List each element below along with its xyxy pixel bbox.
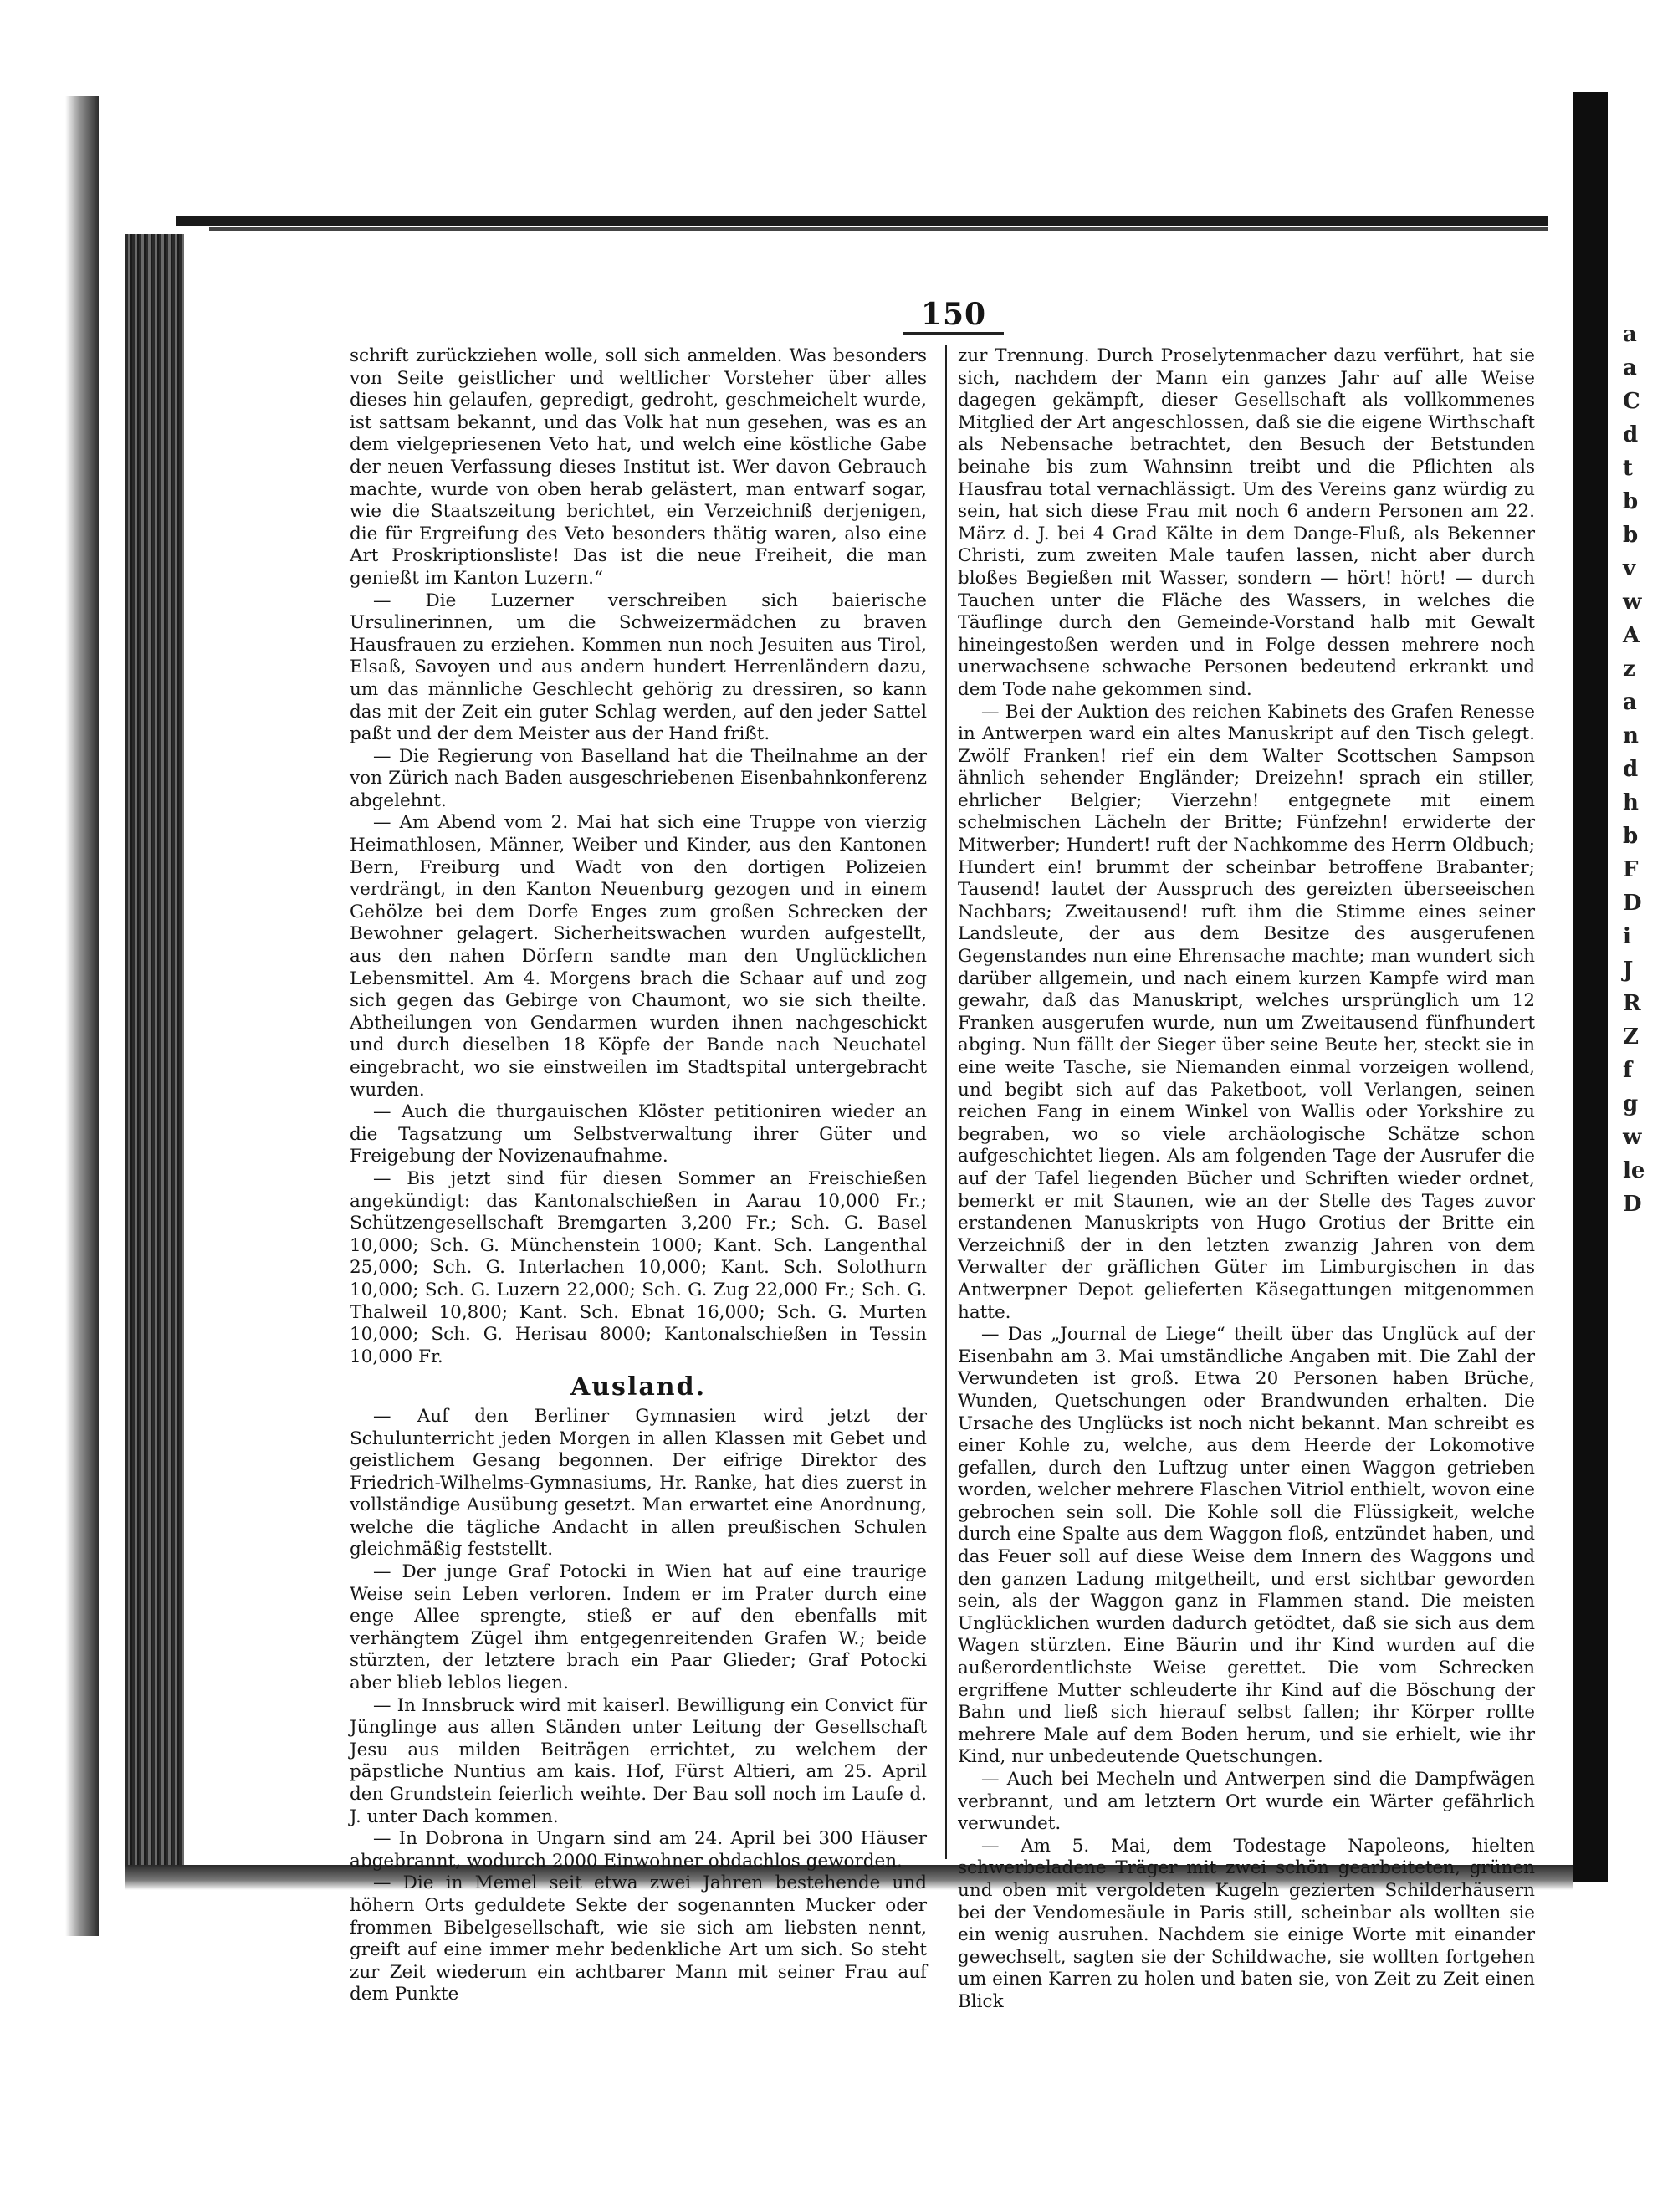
article-paragraph: — Das „Journal de Liege“ theilt über das Unglück auf der Eisenbahn am 3. Mai umständliche Angaben mit. Die Zahl der Verwundeten ist groß. Etwa 20 Personen haben Brüche, Wunden, Quetschungen oder Brandwunden erhalten. Die Ursache des Unglücks ist noch nicht bekannt. Man schreibt es einer Kohle zu, welche, aus dem Heerde der Lokomotive gefallen, durch den Luftzug unter einen Waggon getrieben worden, welcher mehrere Flaschen Vitriol enthielt, wovon eine gebrochen sein soll. Die Kohle soll die Flüssigkeit, welche durch eine Spalte aus dem Waggon floß, entzündet haben, und das Feuer soll auf diese Weise dem Innern des Waggons und den ganzen Ladung mitgetheilt, und erst sichtbar geworden sein, als der Waggon ganz in Flammen stand. Die meisten Unglücklichen wurden dadurch getödtet, daß sie sich aus dem Wagen stürzten. Eine Bäurin und ihr Kind wurden auf die außerordentlichste Weise gerettet. Die vom Schrecken ergriffene Mutter schleuderte ihr Kind auf die Böschung der Bahn und ließ sich hierauf selbst fallen; ihr Körper rollte mehrere Male auf dem Boden herum, und sie erhielt, wie ihr Kind, nur unbedeutende Quetschungen. [958,1324,1535,1768]
article-paragraph: — In Dobrona in Ungarn sind am 24. April bei 300 Häuser abgebrannt, wodurch 2000 Einwohner obdachlos geworden. [350,1828,927,1872]
article-paragraph: — In Innsbruck wird mit kaiserl. Bewilligung ein Convict für Jünglinge aus allen Ständen unter Leitung der Gesellschaft Jesu aus milden Beiträgen errichtet, zu welchem der päpstliche Nuntius am kais. Hof, Fürst Altieri, am 25. April den Grundstein feierlich weihte. Der Bau soll noch im Laufe d. J. unter Dach kommen. [350,1694,927,1827]
facing-page-letter: w [1623,1125,1642,1150]
article-paragraph: — Bis jetzt sind für diesen Sommer an Freischießen angekündigt: das Kantonalschießen in Aarau 10,000 Fr.; Schützengesellschaft Bremgarten 3,200 Fr.; Sch. G. Basel 10,000; Sch. G. Münchenstein 1000; Kant. Sch. Langenthal 25,000; Sch. G. Interlachen 10,000; Kant. Sch. Solothurn 10,000; Sch. G. Luzern 22,000; Sch. G. Zug 22,000 Fr.; Sch. G. Thalweil 10,800; Kant. Sch. Ebnat 16,000; Sch. G. Murten 10,000; Sch. G. Herisau 8000; Kantonalschießen in Tessin 10,000 Fr. [350,1167,927,1367]
facing-page-letter: w [1623,590,1642,615]
facing-page-letter: d [1623,422,1639,447]
facing-page-fragment [1623,318,1673,1572]
facing-page-letter: z [1623,656,1635,682]
facing-page-letter: F [1623,857,1639,882]
article-paragraph: schrift zurückziehen wolle, soll sich anmelden. Was besonders von Seite geistlicher und weltlicher Vorsteher über alles dieses hin gelaufen, gepredigt, gedroht, geschmeichelt wurde, ist sattsam bekannt, und das Volk hat nun gesehen, was es an dem vielgepriesenen Veto hat, und welch eine köstliche Gabe der neuen Verfassung dieses Institut ist. Wer davon Gebrauch machte, wurde von oben herab gelästert, man entwarf sogar, wie die Staatszeitung berichtet, ein Verzeichniß derjenigen, die für Ergreifung des Veto besonders thätig waren, also eine Art Proskriptionsliste! Das ist die neue Freiheit, die man genießt im Kanton Luzern.“ [350,345,927,589]
page-number-rule [903,332,1004,335]
book-top-edge [176,216,1548,226]
facing-page-letter: g [1623,1091,1639,1116]
facing-page-letter: a [1623,355,1637,381]
article-paragraph: — Die Luzerner verschreiben sich baierische Ursulinerinnen, um die Schweizermädchen zu braven Hausfrauen zu erziehen. Kommen nun noch Jesuiten aus Tirol, Elsaß, Savoyen und aus andern hundert Herrenländern dazu, um das männliche Geschlecht gehörig zu dressiren, so kann das mit der Zeit ein guter Schlag werden, auf den jeder Sattel paßt und der dem Meister aus der Hand frißt. [350,590,927,745]
facing-page-letter: D [1623,891,1642,916]
facing-page-letter: v [1623,556,1636,581]
facing-page-letter: a [1623,322,1637,347]
article-paragraph: — Der junge Graf Potocki in Wien hat auf eine traurige Weise sein Leben verloren. Indem er im Prater durch eine enge Allee sprengte, stieß er auf den ebenfalls mit verhängtem Zügel ihm entgegenreitenden Grafen W.; beide stürzten, der letztere brach ein Paar Glieder; Graf Potocki aber blieb leblos liegen. [350,1561,927,1694]
facing-page-letter: C [1623,389,1640,414]
facing-page-letter: b [1623,824,1639,849]
facing-page-letter: A [1623,623,1640,648]
article-paragraph: zur Trennung. Durch Proselytenmacher dazu verführt, hat sie sich, nachdem der Mann ein ganzes Jahr auf alle Weise dagegen gekämpft, dieser Gesellschaft als vollkommenes Mitglied der Art angeschlossen, daß sie die eigene Wirthschaft als Nebensache betrachtet, den Besuch der Betstunden beinahe bis zum Wahnsinn treibt und die Pflichten als Hausfrau total vernachlässigt. Um des Vereins ganz würdig zu sein, hat sich diese Frau mit noch 6 andern Personen am 22. März d. J. bei 4 Grad Kälte in dem Dange-Fluß, als Bekenner Christi, zum zweiten Male taufen lassen, nicht aber durch bloßes Begießen mit Wasser, sondern — hört! hört! — durch Tauchen unter die Fläche des Wassers, in welches die Täuflinge durch den Gemeinde-Vorstand halb mit Gewalt hineingestoßen werden und in Folge dessen mehrere noch unerwachsene schwache Personen bedeutend erkrankt und dem Tode nahe gekommen sind. [958,345,1535,700]
section-heading-ausland: Ausland. [570,1372,707,1402]
book-spine [1573,92,1608,1882]
article-paragraph: — Am Abend vom 2. Mai hat sich eine Truppe von vierzig Heimathlosen, Männer, Weiber und Kinder, aus den Kantonen Bern, Freiburg und Wadt von den dortigen Polizeien verdrängt, in den Kanton Neuenburg gezogen und in einem Gehölze bei dem Dorfe Enges zum großen Schrecken der Bewohner gelagert. Sicherheitswachen wurden aufgestellt, aus den nahen Dörfern sandte man den Unglücklichen Lebensmittel. Am 4. Morgens brach die Schaar auf und zog sich gegen das Gebirge von Chaumont, wo sie sich theilte. Abtheilungen von Gendarmen wurden ihnen nachgeschickt und durch dieselben 18 Köpfe der Bande nach Neuchatel eingebracht, wo sie einstweilen im Stadtspital untergebracht wurden. [350,812,927,1101]
facing-page-letter: n [1623,723,1639,748]
facing-page-letter: d [1623,757,1639,782]
left-column [350,345,927,2006]
page-number: 150 [920,297,987,332]
book-page-edges [125,234,184,1890]
facing-page-letter: b [1623,489,1639,514]
article-paragraph: — Auch bei Mecheln und Antwerpen sind die Dampfwägen verbrannt, und am letztern Ort wurde ein Wärter gefährlich verwundet. [958,1769,1535,1835]
article-paragraph: — Bei der Auktion des reichen Kabinets des Grafen Renesse in Antwerpen ward ein altes Manuskript auf den Tisch gelegt. Zwölf Franken! rief ein dem Walter Scottschen Sampson ähnlich sehender Engländer; Dreizehn! sprach ein stiller, ehrlicher Belgier; Vierzehn! entgegnete mit einem schelmischen Lächeln der Britte; Fünfzehn! erwiderte der Mitwerber; Hundert! ruft der Nachkomme des Herrn Oldbuch; Hundert ein! brummt der scheinbar betroffene Brabanter; Tausend! lautet der Ausspruch des gereizten überseeischen Nachbars; Zweitausend! ruft ihm die Stimme eines seiner Landsleute, der aus dem Besitze des ausgerufenen Gegenstandes nun eine Ehrensache machte; man wundert sich darüber allgemein, und nach einem kurzen Kampfe wird man gewahr, daß das Manuskript, welches ursprünglich um 12 Franken ausgerufen wurde, nun um Zweitausend fünfhundert abging. Nun fällt der Sieger über seine Beute her, steckt sie in eine weite Tasche, sie Niemanden einmal vorzeigen wollend, und begibt sich auf das Paketboot, voll Verlangen, seinen reichen Fang in einem Winkel von Wallis oder Yorkshire zu begraben, wo so viele archäologische Schätze schon aufgeschichtet liegen. Als am folgenden Tage der Ausrufer die auf der Tafel liegenden Bücher und Schriften wieder ordnet, bemerkt er mit Staunen, wie an der Stelle des Tages zuvor erstandenen Manuskripts von Hugo Grotius der Britte ein Verzeichniß der in den letzten zwanzig Jahren von dem Verwalter der gräflichen Güter im Limburgischen in das Antwerpner Depot gelieferten Käsegattungen mitgenommen hatte. [958,701,1535,1323]
newspaper-page [343,297,1564,2012]
article-paragraph: — Die Regierung von Baselland hat die Theilnahme an der von Zürich nach Baden ausgeschriebenen Eisenbahnkonferenz abgelehnt. [350,745,927,811]
article-paragraph: — Auf den Berliner Gymnasien wird jetzt der Schulunterricht jeden Morgen in allen Klassen mit Gebet und geistlichem Gesang begonnen. Der eifrige Direktor des Friedrich-Wilhelms-Gymnasiums, Hr. Ranke, hat dies zuerst in vollständige Ausübung gesetzt. Man erwartet eine Anordnung, welche die tägliche Andacht in allen preußischen Schulen gleichmäßig feststellt. [350,1405,927,1561]
facing-page-letter: b [1623,523,1639,548]
article-paragraph: — Die in Memel seit etwa zwei Jahren bestehende und höhern Orts geduldete Sekte der sogenannten Mucker oder frommen Bibelgesellschaft, wie sie sich am liebsten nennt, greift auf eine immer mehr bedenkliche Art um sich. So steht zur Zeit wiederum ein achtbarer Mann mit seiner Frau auf dem Punkte [350,1872,927,2005]
facing-page-letter: a [1623,690,1637,715]
facing-page-letter: i [1623,924,1631,949]
right-column [958,345,1535,2014]
column-divider [945,345,947,1859]
facing-page-letter: R [1623,991,1641,1016]
facing-page-letter: D [1623,1192,1642,1217]
book-edge-outer [65,96,99,1936]
facing-page-letter: f [1623,1058,1633,1083]
article-paragraph: — Auch die thurgauischen Klöster petitioniren wieder an die Tagsatzung um Selbstverwaltung ihrer Güter und Freigebung der Novizenaufnahme. [350,1101,927,1167]
article-paragraph: — Am 5. Mai, dem Todestage Napoleons, hielten schwerbeladene Träger mit zwei schön gearbeiteten, grünen und oben mit vergoldeten Kugeln gezierten Schilderhäusern bei der Vendomesäule in Paris still, scheinbar als wollten sie ein wenig ausruhen. Nachdem sie einige Worte mit einander gewechselt, sagten sie der Schildwache, sie wollten fortgehen um einen Karren zu holen und baten sie, von Zeit zu Zeit einen Blick [958,1835,1535,2012]
facing-page-letter: h [1623,790,1639,815]
facing-page-letter: Z [1623,1024,1639,1050]
facing-page-letter: le [1623,1158,1645,1183]
facing-page-letter: J [1623,958,1634,983]
book-top-edge-inner [209,227,1548,231]
facing-page-letter: t [1623,456,1634,481]
